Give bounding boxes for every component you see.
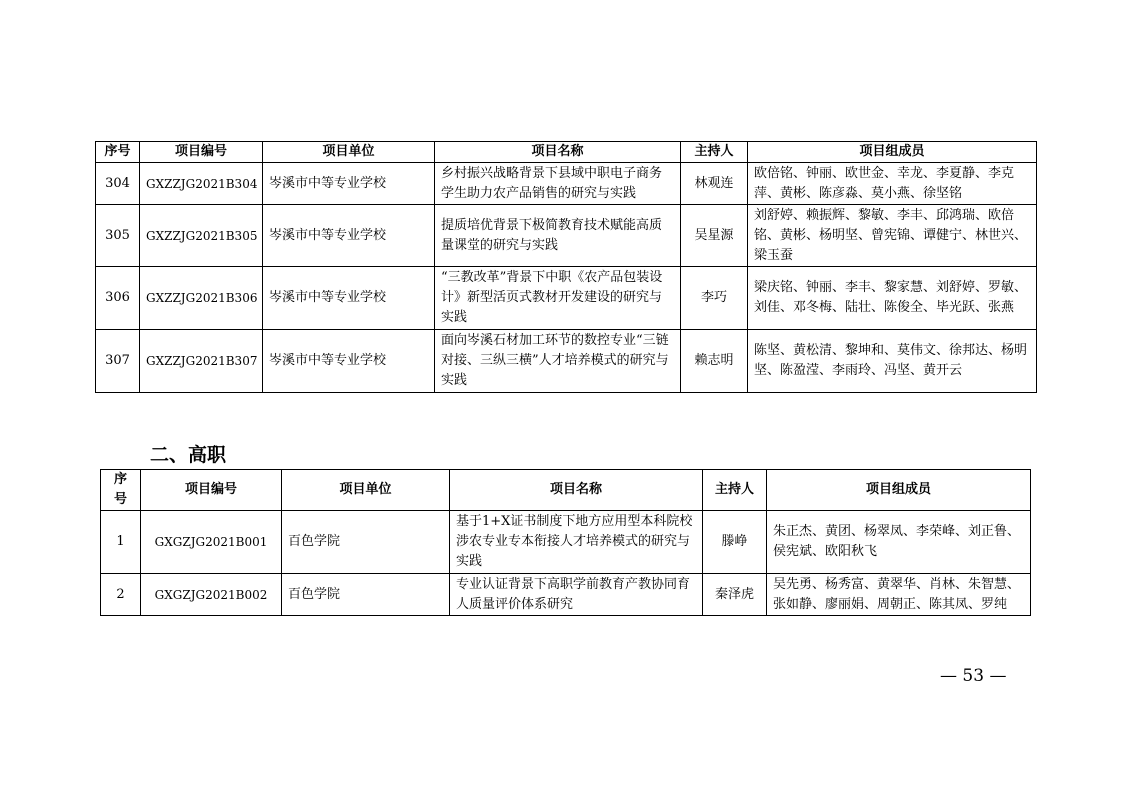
row-serial: 307 xyxy=(96,330,140,393)
table-header-row xyxy=(101,470,1031,511)
row-serial: 1 xyxy=(101,511,141,574)
header-project-name: 项目名称 xyxy=(435,142,681,163)
header-serial: 序号 xyxy=(96,142,140,163)
row-host: 秦泽虎 xyxy=(703,574,767,616)
table-row xyxy=(101,574,1031,616)
row-project-code: GXGZJG2021B002 xyxy=(141,574,282,616)
table-row xyxy=(96,267,1037,330)
row-host: 滕峥 xyxy=(703,511,767,574)
row-project-name: 基于1+X证书制度下地方应用型本科院校涉农专业专本衔接人才培养模式的研究与实践 xyxy=(450,511,703,574)
table-row xyxy=(96,205,1037,267)
row-serial: 305 xyxy=(96,205,140,267)
row-project-unit: 百色学院 xyxy=(282,511,450,574)
row-project-code: GXZZJG2021B307 xyxy=(140,330,263,393)
row-members: 朱正杰、黄团、杨翠凤、李荣峰、刘正鲁、侯宪斌、欧阳秋飞 xyxy=(767,511,1031,574)
row-project-name: 专业认证背景下高职学前教育产教协同育人质量评价体系研究 xyxy=(450,574,703,616)
row-members: 刘舒婷、赖振辉、黎敏、李丰、邱鸿瑞、欧倍铭、黄彬、杨明坚、曾宪锦、谭健宁、林世兴、梁玉蚕 xyxy=(748,205,1037,267)
header-project-code: 项目编号 xyxy=(140,142,263,163)
row-project-code: GXZZJG2021B305 xyxy=(140,205,263,267)
row-project-unit: 岑溪市中等专业学校 xyxy=(263,330,435,393)
row-members: 梁庆铭、钟丽、李丰、黎家慧、刘舒婷、罗敏、刘佳、邓冬梅、陆壮、陈俊全、毕光跃、张燕 xyxy=(748,267,1037,330)
header-serial: 序 号 xyxy=(101,470,141,511)
row-serial: 304 xyxy=(96,163,140,205)
vocational-secondary-project-table xyxy=(95,141,1037,393)
header-project-name: 项目名称 xyxy=(450,470,703,511)
row-serial: 2 xyxy=(101,574,141,616)
table-row xyxy=(96,163,1037,205)
row-project-name: 乡村振兴战略背景下县域中职电子商务学生助力农产品销售的研究与实践 xyxy=(435,163,681,205)
header-host: 主持人 xyxy=(703,470,767,511)
header-host: 主持人 xyxy=(681,142,748,163)
row-project-unit: 百色学院 xyxy=(282,574,450,616)
row-host: 赖志明 xyxy=(681,330,748,393)
row-project-name: 面向岑溪石材加工环节的数控专业“三链对接、三纵三横”人才培养模式的研究与实践 xyxy=(435,330,681,393)
row-serial: 306 xyxy=(96,267,140,330)
higher-vocational-project-table xyxy=(100,469,1031,616)
header-project-unit: 项目单位 xyxy=(263,142,435,163)
header-project-code: 项目编号 xyxy=(141,470,282,511)
row-members: 吴先勇、杨秀富、黄翠华、肖林、朱智慧、张如静、廖丽娟、周朝正、陈其凤、罗纯 xyxy=(767,574,1031,616)
row-project-unit: 岑溪市中等专业学校 xyxy=(263,163,435,205)
row-host: 李巧 xyxy=(681,267,748,330)
row-project-code: GXZZJG2021B306 xyxy=(140,267,263,330)
table-row xyxy=(101,511,1031,574)
section-heading: 二、高职 xyxy=(150,444,227,466)
row-project-unit: 岑溪市中等专业学校 xyxy=(263,205,435,267)
row-project-code: GXGZJG2021B001 xyxy=(141,511,282,574)
table-header-row xyxy=(96,142,1037,163)
row-members: 陈坚、黄松清、黎坤和、莫伟文、徐邦达、杨明坚、陈盈滢、李雨玲、冯坚、黄开云 xyxy=(748,330,1037,393)
row-project-name: “三教改革”背景下中职《农产品包装设计》新型活页式教材开发建设的研究与实践 xyxy=(435,267,681,330)
row-project-unit: 岑溪市中等专业学校 xyxy=(263,267,435,330)
table-row xyxy=(96,330,1037,393)
page-number: — 53 — xyxy=(940,666,1007,686)
header-project-unit: 项目单位 xyxy=(282,470,450,511)
row-project-code: GXZZJG2021B304 xyxy=(140,163,263,205)
header-members: 项目组成员 xyxy=(767,470,1031,511)
header-members: 项目组成员 xyxy=(748,142,1037,163)
row-host: 林观连 xyxy=(681,163,748,205)
row-members: 欧倍铭、钟丽、欧世金、幸龙、李夏静、李克萍、黄彬、陈彦淼、莫小燕、徐坚铭 xyxy=(748,163,1037,205)
row-host: 吴星源 xyxy=(681,205,748,267)
row-project-name: 提质培优背景下极简教育技术赋能高质量课堂的研究与实践 xyxy=(435,205,681,267)
